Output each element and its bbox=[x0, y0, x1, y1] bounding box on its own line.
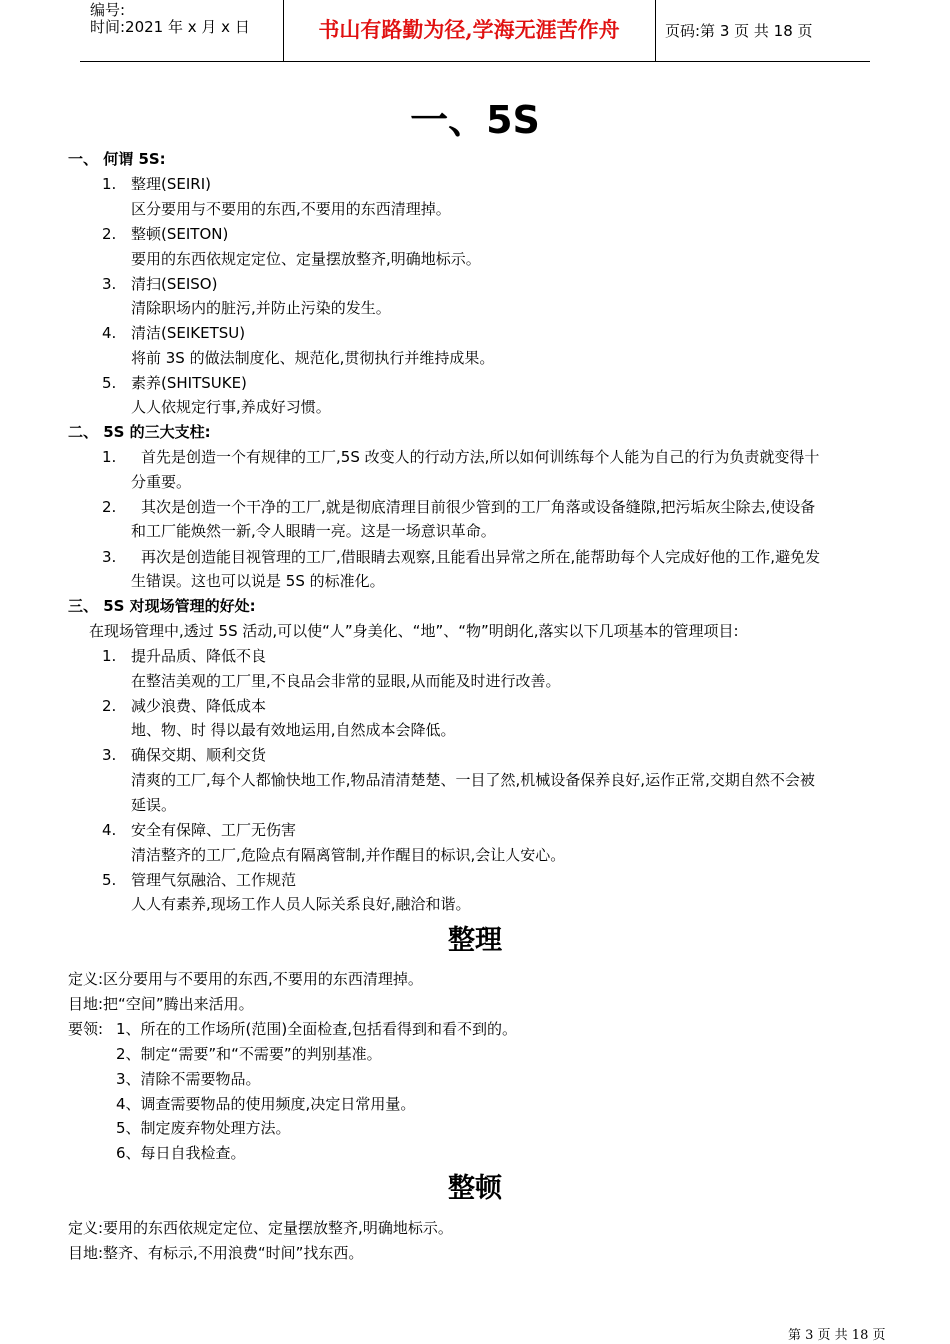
section-heading: 三、 5S 对现场管理的好处: bbox=[68, 597, 256, 615]
page-footer: 第 3 页 共 18 页 bbox=[788, 1328, 886, 1343]
item-number: 2. bbox=[102, 225, 117, 243]
header-meta bbox=[90, 2, 250, 36]
purpose: 目地:把“空间”腾出来活用。 bbox=[68, 995, 254, 1013]
item-desc: 在整洁美观的工厂里,不良品会非常的显眼,从而能及时进行改善。 bbox=[131, 672, 561, 690]
page-number: 页码:第 3 页 共 18 页 bbox=[665, 22, 813, 40]
item-number: 4. bbox=[102, 324, 117, 342]
time-label: 时间:2021 年 x 月 x 日 bbox=[90, 18, 250, 36]
item-label: 整顿(SEITON) bbox=[131, 225, 229, 243]
definition: 定义:要用的东西依规定定位、定量摆放整齐,明确地标示。 bbox=[68, 1219, 453, 1237]
item-text-cont: 生错误。这也可以说是 5S 的标准化。 bbox=[131, 572, 385, 590]
section-intro: 在现场管理中,透过 5S 活动,可以使“人”身美化、“地”、“物”明朗化,落实以下几项基本的管理项目: bbox=[89, 622, 739, 640]
header-divider bbox=[655, 0, 656, 61]
item-label: 管理气氛融洽、工作规范 bbox=[131, 871, 297, 889]
item-desc: 人人依规定行事,养成好习惯。 bbox=[131, 398, 331, 416]
item-desc: 清洁整齐的工厂,危险点有隔离管制,并作醒目的标识,会让人安心。 bbox=[131, 846, 566, 864]
item-number: 2. bbox=[102, 697, 117, 715]
item-label: 确保交期、顺利交货 bbox=[131, 746, 267, 764]
item-desc: 人人有素养,现场工作人员人际关系良好,融洽和谐。 bbox=[131, 895, 471, 913]
item-label: 整理(SEIRI) bbox=[131, 175, 211, 193]
point-item: 4、调查需要物品的使用频度,决定日常用量。 bbox=[116, 1095, 416, 1113]
item-label: 提升品质、降低不良 bbox=[131, 647, 267, 665]
item-number: 5. bbox=[102, 871, 117, 889]
point-item: 3、清除不需要物品。 bbox=[116, 1070, 261, 1088]
section-heading: 二、 5S 的三大支柱: bbox=[68, 423, 211, 441]
item-desc: 区分要用与不要用的东西,不要用的东西清理掉。 bbox=[131, 200, 451, 218]
item-number: 5. bbox=[102, 374, 117, 392]
subsection-title: 整理 bbox=[448, 925, 502, 956]
purpose: 目地:整齐、有标示,不用浪费“时间”找东西。 bbox=[68, 1244, 364, 1262]
points-label: 要领: bbox=[68, 1020, 104, 1038]
item-number: 1. bbox=[102, 647, 117, 665]
section-heading: 一、 何谓 5S: bbox=[68, 150, 166, 168]
item-text-cont: 分重要。 bbox=[131, 473, 192, 491]
point-item: 6、每日自我检查。 bbox=[116, 1144, 246, 1162]
item-number: 1. bbox=[102, 175, 117, 193]
point-item: 2、制定“需要”和“不需要”的判别基准。 bbox=[116, 1045, 382, 1063]
code-label: 编号: bbox=[90, 1, 126, 19]
item-desc-cont: 延误。 bbox=[131, 796, 177, 814]
header-motto: 书山有路勤为径,学海无涯苦作舟 bbox=[318, 17, 620, 42]
item-number: 3. bbox=[102, 275, 117, 293]
item-desc: 清除职场内的脏污,并防止污染的发生。 bbox=[131, 299, 391, 317]
item-label: 安全有保障、工厂无伤害 bbox=[131, 821, 297, 839]
item-label: 素养(SHITSUKE) bbox=[131, 374, 247, 392]
item-desc: 将前 3S 的做法制度化、规范化,贯彻执行并维持成果。 bbox=[131, 349, 495, 367]
item-desc: 清爽的工厂,每个人都愉快地工作,物品清清楚楚、一目了然,机械设备保养良好,运作正常,交期自然不会被 bbox=[131, 771, 815, 789]
item-label: 清洁(SEIKETSU) bbox=[131, 324, 246, 342]
item-text-cont: 和工厂能焕然一新,令人眼睛一亮。这是一场意识革命。 bbox=[131, 522, 496, 540]
point-item: 1、所在的工作场所(范围)全面检查,包括看得到和看不到的。 bbox=[116, 1020, 518, 1038]
item-desc: 要用的东西依规定定位、定量摆放整齐,明确地标示。 bbox=[131, 250, 481, 268]
item-number: 3. bbox=[102, 746, 117, 764]
page-header bbox=[80, 0, 870, 62]
item-text: 首先是创造一个有规律的工厂,5S 改变人的行动方法,所以如何训练每个人能为自己的行为负责就变得十 bbox=[141, 448, 820, 466]
item-number: 4. bbox=[102, 821, 117, 839]
item-label: 清扫(SEISO) bbox=[131, 275, 218, 293]
point-item: 5、制定废弃物处理方法。 bbox=[116, 1119, 291, 1137]
item-text: 再次是创造能目视管理的工厂,借眼睛去观察,且能看出异常之所在,能帮助每个人完成好他的工作,避免发 bbox=[141, 548, 821, 566]
item-number: 2. bbox=[102, 498, 117, 516]
item-label: 减少浪费、降低成本 bbox=[131, 697, 267, 715]
subsection-title: 整顿 bbox=[448, 1173, 502, 1204]
item-number: 1. bbox=[102, 448, 117, 466]
item-desc: 地、物、时 得以最有效地运用,自然成本会降低。 bbox=[131, 721, 456, 739]
page-title: 一、5S bbox=[410, 98, 540, 142]
item-text: 其次是创造一个干净的工厂,就是彻底清理目前很少管到的工厂角落或设备缝隙,把污垢灰尘除去,使设备 bbox=[141, 498, 816, 516]
definition: 定义:区分要用与不要用的东西,不要用的东西清理掉。 bbox=[68, 970, 423, 988]
item-number: 3. bbox=[102, 548, 117, 566]
